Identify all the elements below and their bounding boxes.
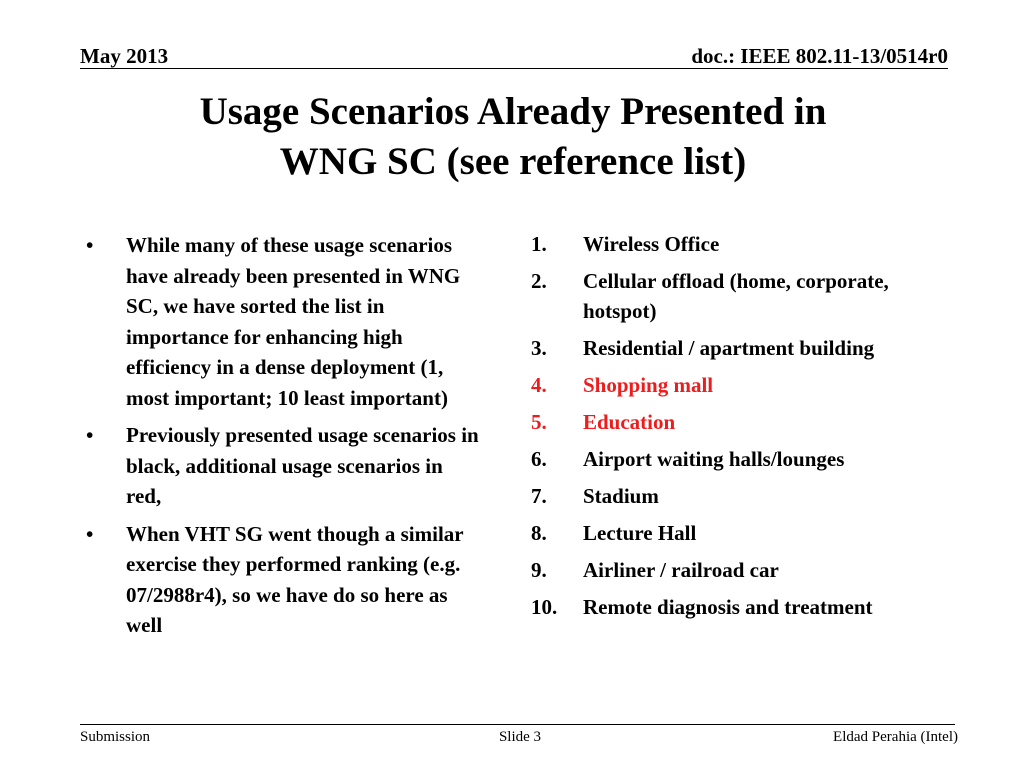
- footer-slide-number: Slide 3: [498, 729, 542, 745]
- slide-title: [80, 87, 946, 187]
- scenario-item: [531, 481, 951, 511]
- scenario-text: Airport waiting halls/lounges: [583, 447, 845, 471]
- scenario-text: Lecture Hall: [583, 521, 697, 545]
- scenario-item: [531, 518, 951, 548]
- footer-divider: [80, 724, 955, 725]
- scenario-item-new: [531, 370, 951, 400]
- bullet-text: Previously presented usage scenarios in black, additional usage scenarios in red,: [126, 423, 479, 508]
- bullet-dot-icon: •: [86, 233, 94, 257]
- bullet-item: [82, 519, 482, 641]
- scenario-text: Remote diagnosis and treatment: [583, 595, 873, 619]
- scenario-item: [531, 229, 951, 259]
- scenario-number: 3.: [531, 336, 547, 360]
- scenario-number: 8.: [531, 521, 547, 545]
- scenario-text: Wireless Office: [583, 232, 720, 256]
- scenario-text: Shopping mall: [583, 373, 714, 397]
- header-doc-id: doc.: IEEE 802.11-13/0514r0: [691, 44, 948, 68]
- scenario-text: Cellular offload (home, corporate, hotspot): [583, 269, 889, 323]
- scenario-item: [531, 333, 951, 363]
- scenario-text: Airliner / railroad car: [583, 558, 779, 582]
- scenario-number: 5.: [531, 410, 547, 434]
- bullet-dot-icon: •: [86, 423, 94, 447]
- header-divider: [80, 68, 948, 69]
- scenario-number: 6.: [531, 447, 547, 471]
- footer-author: Eldad Perahia (Intel): [833, 729, 958, 745]
- footer-submission: Submission: [80, 729, 151, 745]
- slide-title-line-1: Usage Scenarios Already Presented in: [199, 90, 827, 133]
- scenario-number: 7.: [531, 484, 547, 508]
- scenario-item: [531, 592, 951, 622]
- scenario-item-new: [531, 407, 951, 437]
- scenario-number: 10.: [531, 595, 558, 619]
- scenario-item: [531, 266, 951, 326]
- scenario-text: Residential / apartment building: [583, 336, 875, 360]
- slide-title-line-2: WNG SC (see reference list): [279, 140, 747, 183]
- header-date: May 2013: [80, 44, 169, 68]
- bullet-list: [82, 230, 482, 648]
- scenario-item: [531, 555, 951, 585]
- bullet-item: [82, 230, 482, 413]
- bullet-text: When VHT SG went though a similar exercise they performed ranking (e.g. 07/2988r4), so we have do so here as well: [126, 521, 464, 637]
- bullet-text: While many of these usage scenarios have already been presented in WNG SC, we have sorted the list in importance for enhancing high efficiency in a dense deployment (1, most important; 10 least important): [126, 233, 461, 410]
- scenario-number: 9.: [531, 558, 547, 582]
- scenario-item: [531, 444, 951, 474]
- scenario-number: 2.: [531, 269, 547, 293]
- usage-scenario-list: [531, 229, 951, 629]
- scenario-number: 4.: [531, 373, 547, 397]
- scenario-text: Stadium: [583, 484, 659, 508]
- bullet-item: [82, 420, 482, 512]
- scenario-number: 1.: [531, 232, 547, 256]
- scenario-text: Education: [583, 410, 676, 434]
- bullet-dot-icon: •: [86, 521, 94, 546]
